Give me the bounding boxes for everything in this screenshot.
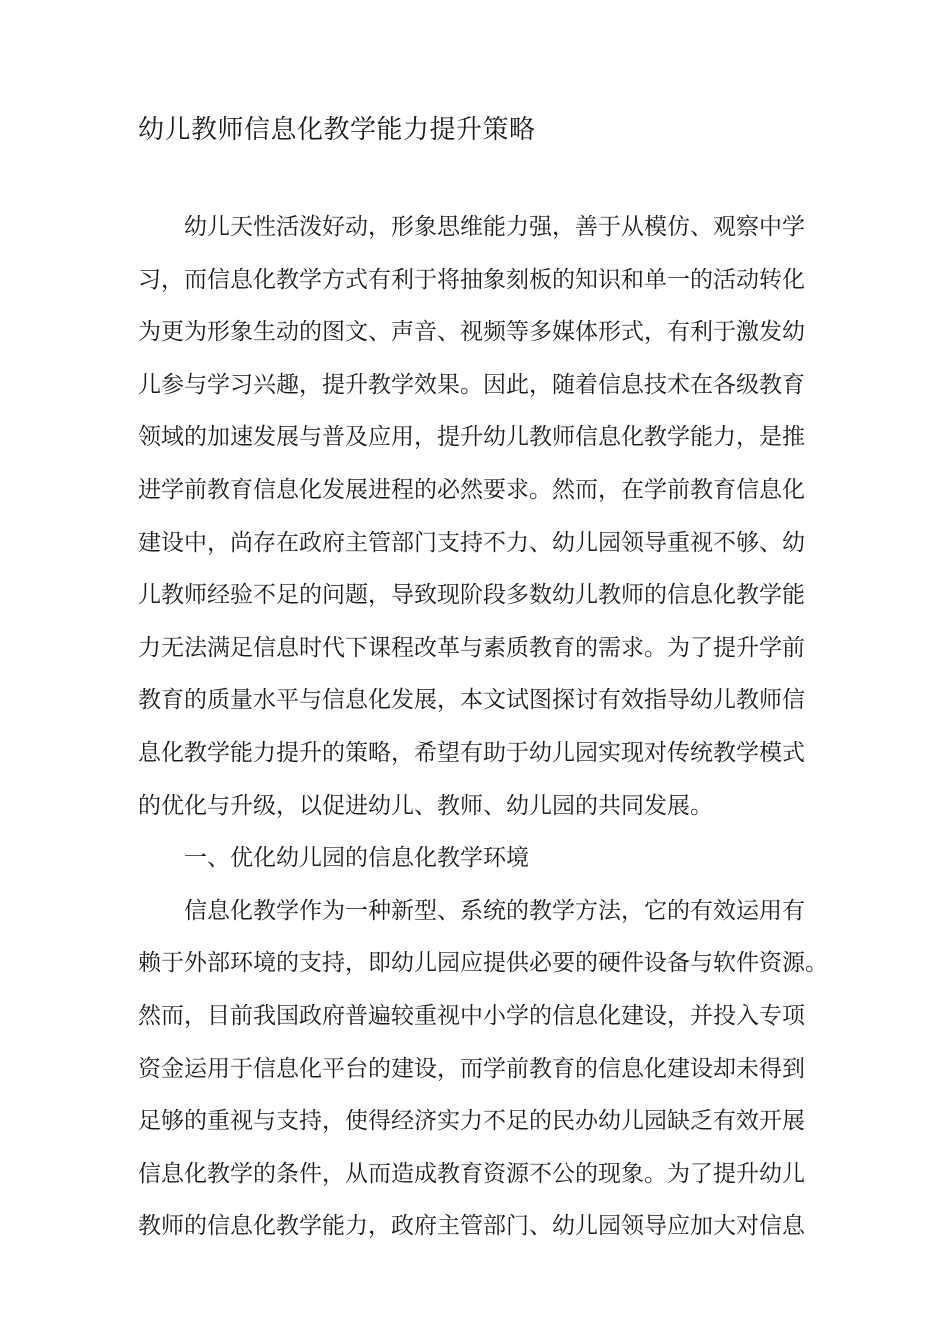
body-line: 教师的信息化教学能力，政府主管部门、幼儿园领导应加大对信息: [138, 1213, 805, 1240]
body-line: 进学前教育信息化发展进程的必然要求。然而，在学前教育信息化: [138, 476, 805, 503]
body-line: 幼儿天性活泼好动，形象思维能力强，善于从模仿、观察中学: [138, 214, 805, 240]
body-line: 的优化与升级，以促进幼儿、教师、幼儿园的共同发展。: [138, 792, 713, 819]
body-line: 力无法满足信息时代下课程改革与素质教育的需求。为了提升学前: [138, 634, 805, 661]
section-heading: 一、优化幼儿园的信息化教学环境: [138, 845, 529, 872]
body-line: 信息化教学作为一种新型、系统的教学方法，它的有效运用有: [138, 897, 805, 924]
body-line: 信息化教学的条件，从而造成教育资源不公的现象。为了提升幼儿: [138, 1160, 805, 1187]
body-line: 教育的质量水平与信息化发展，本文试图探讨有效指导幼儿教师信: [138, 687, 805, 714]
body-line: 赖于外部环境的支持，即幼儿园应提供必要的硬件设备与软件资源。: [138, 950, 828, 977]
body-line: 息化教学能力提升的策略，希望有助于幼儿园实现对传统教学模式: [138, 739, 805, 766]
body-line: 为更为形象生动的图文、声音、视频等多媒体形式，有利于激发幼: [138, 319, 805, 346]
body-line: 领域的加速发展与普及应用，提升幼儿教师信息化教学能力，是推: [138, 424, 805, 451]
document-title: 幼儿教师信息化教学能力提升策略: [138, 115, 536, 145]
body-line: 儿教师经验不足的问题，导致现阶段多数幼儿教师的信息化教学能: [138, 582, 805, 609]
body-line: 建设中，尚存在政府主管部门支持不力、幼儿园领导重视不够、幼: [138, 529, 805, 556]
document-body: [138, 205, 838, 1257]
body-line: 资金运用于信息化平台的建设，而学前教育的信息化建设却未得到: [138, 1055, 805, 1082]
body-line: 然而，目前我国政府普遍较重视中小学的信息化建设，并投入专项: [138, 1002, 805, 1029]
body-line: 足够的重视与支持，使得经济实力不足的民办幼儿园缺乏有效开展: [138, 1108, 805, 1135]
body-line: 儿参与学习兴趣，提升教学效果。因此，随着信息技术在各级教育: [138, 371, 805, 398]
body-line: 习，而信息化教学方式有利于将抽象刻板的知识和单一的活动转化: [138, 266, 805, 293]
